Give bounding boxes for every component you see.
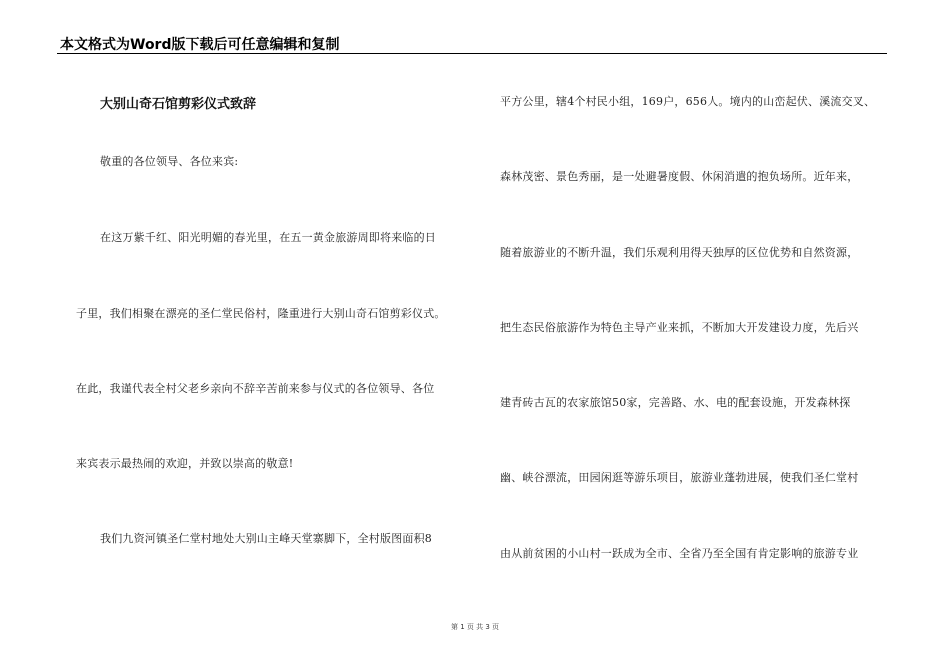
- document-title: 大别山奇石馆剪彩仪式致辞: [100, 97, 257, 112]
- header-divider: [57, 53, 887, 54]
- text-line: 敬重的各位领导、各位来宾:: [100, 155, 239, 168]
- text-line: 在此，我谨代表全村父老乡亲向不辞辛苦前来参与仪式的各位领导、各位: [76, 382, 435, 395]
- text-line: 森林茂密、景色秀丽，是一处避暑度假、休闲消遣的抱负场所。近年来，: [500, 170, 859, 183]
- text-line: 平方公里，辖4个村民小组，169户，656人。境内的山峦起伏、溪流交叉、: [500, 95, 876, 108]
- text-line: 幽、峡谷漂流，田园闲逛等游乐项目，旅游业蓬勃进展，使我们圣仁堂村: [500, 471, 859, 484]
- text-line: 子里，我们相聚在漂亮的圣仁堂民俗村，隆重进行大别山奇石馆剪彩仪式。: [76, 307, 446, 320]
- text-line: 来宾表示最热闹的欢迎，并致以崇高的敬意!: [76, 457, 294, 470]
- page-number-footer: 第 1 页 共 3 页: [450, 623, 500, 631]
- text-line: 我们九资河镇圣仁堂村地处大别山主峰天堂寨脚下，全村版图面积8: [100, 532, 432, 545]
- text-line: 把生态民俗旅游作为特色主导产业来抓，不断加大开发建设力度，先后兴: [500, 321, 859, 334]
- text-line: 随着旅游业的不断升温，我们乐观利用得天独厚的区位优势和自然资源，: [500, 246, 859, 259]
- document-header: 本文格式为Word版下载后可任意编辑和复制: [60, 37, 340, 53]
- text-line: 建青砖古瓦的农家旅馆50家，完善路、水、电的配套设施，开发森林探: [500, 396, 851, 409]
- text-line: 在这万紫千红、阳光明媚的春光里，在五一黄金旅游周即将来临的日: [100, 231, 436, 244]
- text-line: 由从前贫困的小山村一跃成为全市、全省乃至全国有肯定影响的旅游专业: [500, 547, 859, 560]
